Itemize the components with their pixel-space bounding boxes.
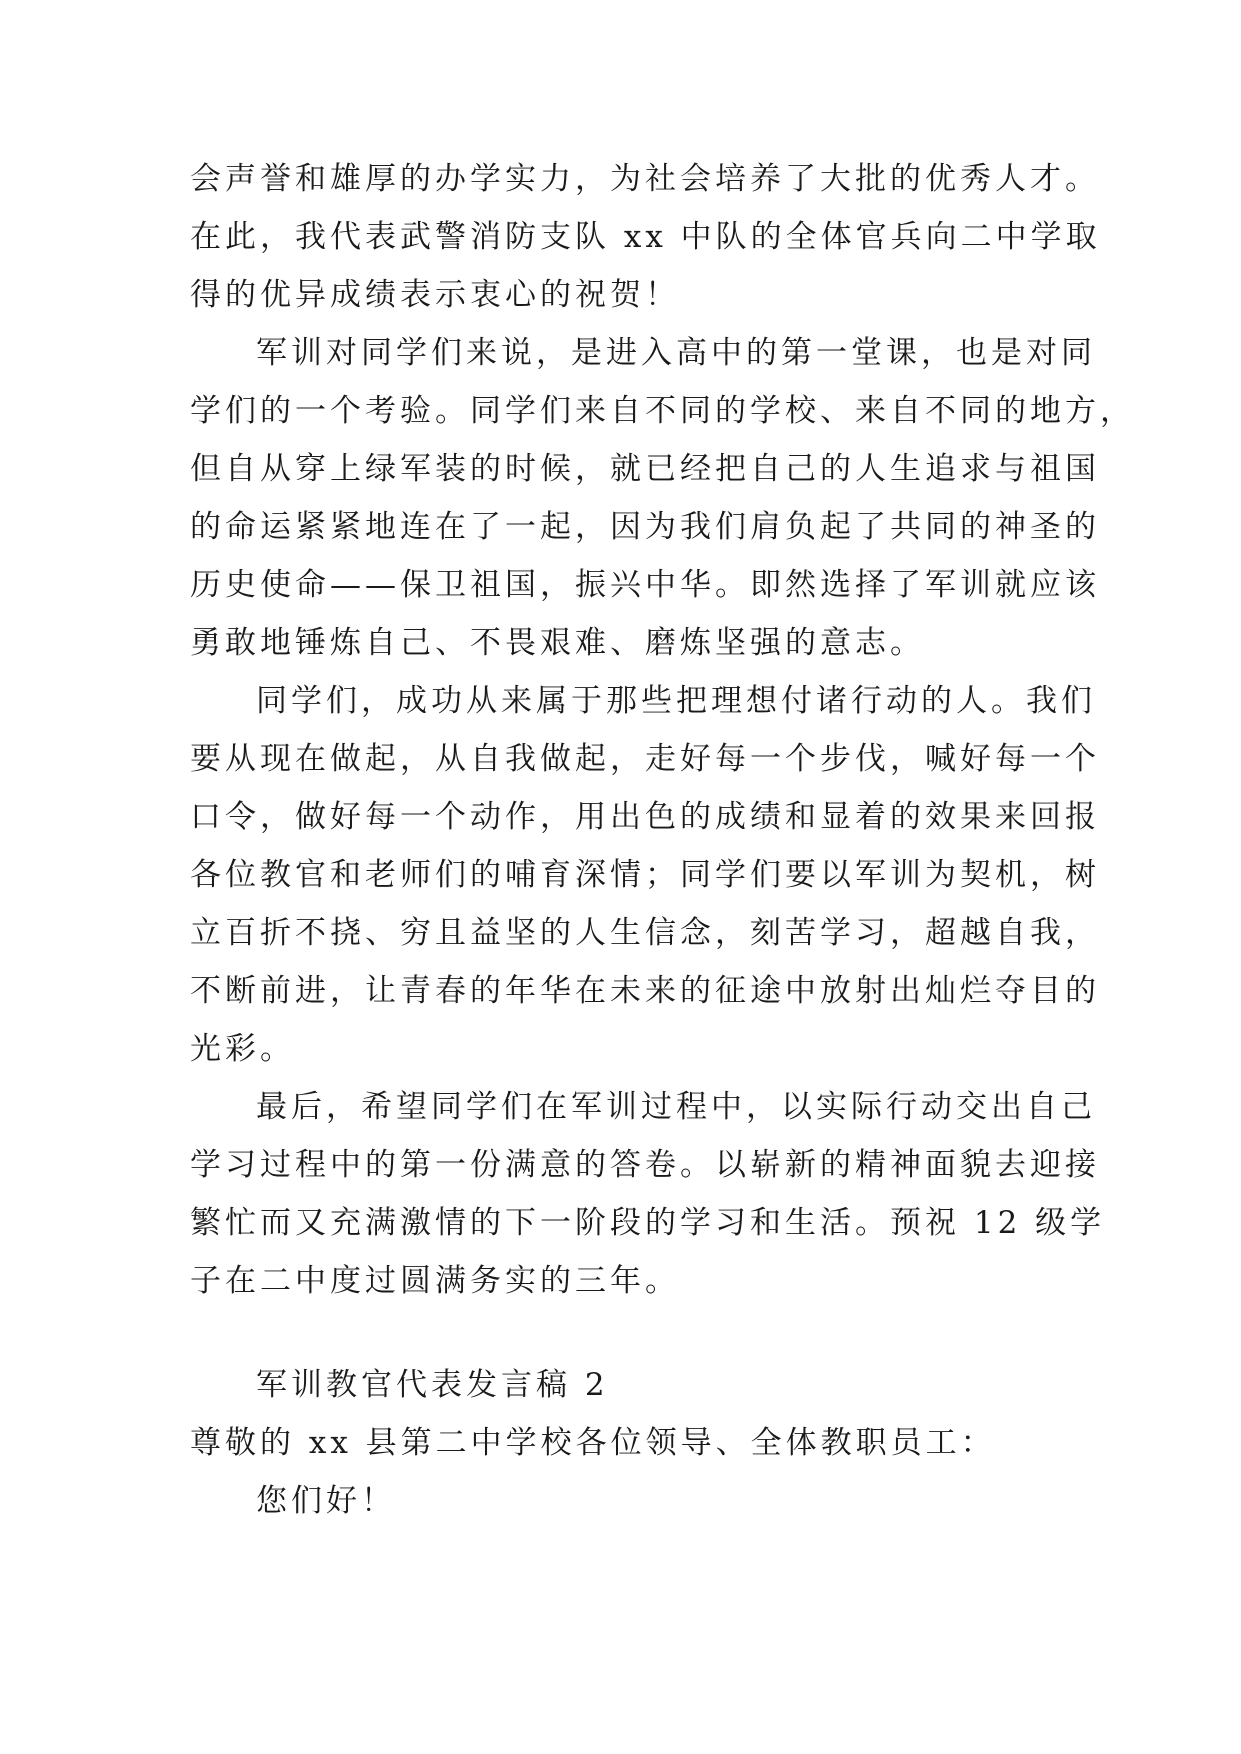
- text-line: 学习过程中的第一份满意的答卷。以崭新的精神面貌去迎接: [190, 1147, 1100, 1183]
- text-line: 会声誉和雄厚的办学实力，为社会培养了大批的优秀人才。: [190, 161, 1100, 197]
- text-line: 但自从穿上绿军装的时候，就已经把自己的人生追求与祖国: [190, 451, 1100, 487]
- text-line: 勇敢地锤炼自己、不畏艰难、磨炼坚强的意志。: [190, 625, 925, 661]
- text-line: 各位教官和老师们的哺育深情；同学们要以军训为契机，树: [190, 857, 1100, 893]
- text-line: 军训对同学们来说，是进入高中的第一堂课，也是对同: [256, 335, 1096, 371]
- text-line: 得的优异成绩表示衷心的祝贺！: [190, 277, 680, 313]
- text-line: 光彩。: [190, 1031, 295, 1067]
- text-line: 历史使命——保卫祖国，振兴中华。即然选择了军训就应该: [190, 567, 1100, 603]
- text-line: 繁忙而又充满激情的下一阶段的学习和生活。预祝 12 级学: [190, 1205, 1106, 1241]
- paragraph-3: [190, 672, 1100, 1078]
- paragraph-2: [190, 324, 1135, 672]
- text-line: 最后，希望同学们在军训过程中，以实际行动交出自己: [256, 1089, 1096, 1125]
- text-line: 的命运紧紧地连在了一起，因为我们肩负起了共同的神圣的: [190, 509, 1100, 545]
- text-line: 不断前进，让青春的年华在未来的征途中放射出灿烂夺目的: [190, 973, 1100, 1009]
- section-heading-block: [190, 1356, 1070, 1530]
- section-title: 军训教官代表发言稿 2: [256, 1367, 609, 1403]
- greeting: 您们好！: [256, 1483, 396, 1519]
- text-line: 要从现在做起，从自我做起，走好每一个步伐，喊好每一个: [190, 741, 1100, 777]
- text-line: 口令，做好每一个动作，用出色的成绩和显着的效果来回报: [190, 799, 1100, 835]
- paragraph-4: [190, 1078, 1106, 1310]
- text-line: 子在二中度过圆满务实的三年。: [190, 1263, 680, 1299]
- text-line: 立百折不挠、穷且益坚的人生信念，刻苦学习，超越自我，: [190, 915, 1100, 951]
- salutation: 尊敬的 xx 县第二中学校各位领导、全体教职员工：: [190, 1425, 996, 1461]
- text-line: 学们的一个考验。同学们来自不同的学校、来自不同的地方，: [190, 393, 1135, 429]
- text-line: 在此，我代表武警消防支队 xx 中队的全体官兵向二中学取: [190, 219, 1101, 255]
- text-line: 同学们，成功从来属于那些把理想付诸行动的人。我们: [256, 683, 1096, 719]
- paragraph-1: [190, 150, 1101, 324]
